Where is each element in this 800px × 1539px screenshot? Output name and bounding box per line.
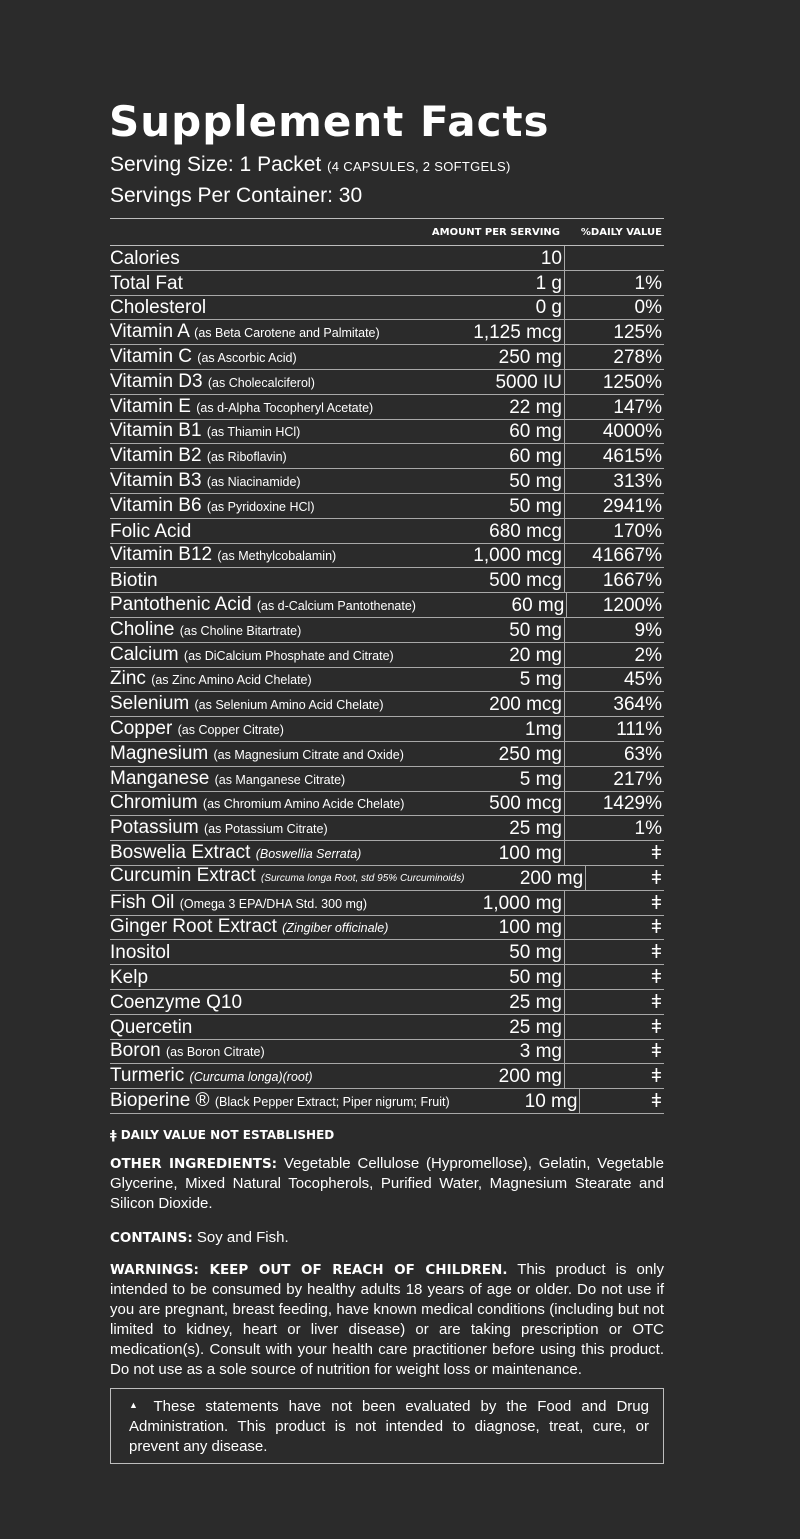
daily-value xyxy=(564,643,664,667)
nutrient-source: (Zingiber officinale) xyxy=(282,921,389,936)
fda-disclaimer xyxy=(110,1388,664,1464)
nutrient-source: (as Manganese Citrate) xyxy=(214,772,346,787)
daily-value xyxy=(564,916,664,940)
table-row xyxy=(110,420,664,445)
table-row xyxy=(110,370,664,395)
nutrient-label: Vitamin B6 xyxy=(110,494,202,516)
daily-value-text: ǂ xyxy=(650,991,662,1013)
daily-value xyxy=(564,494,664,518)
daily-value-text: 125% xyxy=(613,322,662,344)
amount-per-serving: 250 mg xyxy=(498,346,562,368)
nutrient-source: (as Pyridoxine HCl) xyxy=(206,499,315,514)
dv-note: ǂ DAILY VALUE NOT ESTABLISHED xyxy=(110,1127,335,1142)
nutrient-name xyxy=(110,942,410,964)
nutrient-label: Vitamin B1 xyxy=(110,420,202,442)
daily-value xyxy=(564,668,664,692)
daily-value-text: 313% xyxy=(613,470,662,492)
table-row xyxy=(110,593,664,618)
nutrient-name xyxy=(110,693,410,716)
daily-value-text: ǂ xyxy=(650,942,662,964)
daily-value-text: 45% xyxy=(623,669,662,691)
nutrient-label: Manganese xyxy=(110,767,210,789)
nutrient-name xyxy=(110,1090,450,1113)
nutrient-name xyxy=(110,273,410,295)
nutrient-label: Zinc xyxy=(110,668,146,690)
amount-per-serving: 680 mcg xyxy=(489,520,562,542)
amount-per-serving: 50 mg xyxy=(509,619,562,641)
daily-value-text: 4615% xyxy=(602,446,662,468)
daily-value-text: 4000% xyxy=(602,421,662,443)
amount-per-serving: 5000 IU xyxy=(495,371,562,393)
disclaimer-text: These statements have not been evaluated by the Food and Drug Administration. This product is not intended to diagnose, treat, cure, or prevent any disease. xyxy=(129,1397,649,1455)
daily-value-text: 111% xyxy=(616,718,662,740)
facts-table xyxy=(110,246,664,1114)
nutrient-name xyxy=(110,1017,410,1039)
daily-value xyxy=(564,940,664,964)
amount-per-serving: 50 mg xyxy=(509,966,562,988)
amount-per-serving: 10 xyxy=(540,247,562,269)
daily-value xyxy=(564,618,664,642)
nutrient-name xyxy=(110,768,410,791)
nutrient-name xyxy=(110,371,410,394)
nutrient-name xyxy=(110,865,464,890)
amount-header: AMOUNT PER SERVING xyxy=(431,226,560,238)
servings-per-container: Servings Per Container: 30 xyxy=(110,184,363,207)
nutrient-label: Ginger Root Extract xyxy=(110,916,277,938)
amount-per-serving: 200 mcg xyxy=(489,694,562,716)
daily-value-text: 41667% xyxy=(592,545,662,567)
amount-per-serving: 1,125 mcg xyxy=(473,322,562,344)
table-row xyxy=(110,940,664,965)
nutrient-source: (as Copper Citrate) xyxy=(177,722,284,737)
nutrient-label: Copper xyxy=(110,717,173,739)
nutrient-label: Vitamin B12 xyxy=(110,544,213,566)
amount-per-serving: 5 mg xyxy=(519,669,562,691)
amount-per-serving: 200 mg xyxy=(519,867,584,889)
serving-size-detail: (4 CAPSULES, 2 SOFTGELS) xyxy=(327,159,511,174)
nutrient-name xyxy=(110,992,410,1014)
table-row xyxy=(110,320,664,345)
daily-value xyxy=(564,692,664,716)
amount-per-serving: 50 mg xyxy=(509,495,562,517)
nutrient-label: Vitamin C xyxy=(110,345,193,367)
nutrient-label: Biotin xyxy=(110,570,158,592)
facts-table-header xyxy=(110,218,664,246)
daily-value-text: 278% xyxy=(613,346,662,368)
daily-value-text: 217% xyxy=(613,768,662,790)
daily-value xyxy=(564,271,664,295)
table-row xyxy=(110,965,664,990)
table-row xyxy=(110,345,664,370)
nutrient-name xyxy=(110,521,410,543)
table-row xyxy=(110,494,664,519)
nutrient-label: Vitamin D3 xyxy=(110,370,203,392)
table-row xyxy=(110,444,664,469)
nutrient-source: (as Riboflavin) xyxy=(206,450,287,465)
nutrient-name xyxy=(110,644,410,667)
amount-per-serving: 60 mg xyxy=(509,446,562,468)
nutrient-source: (as Zinc Amino Acid Chelate) xyxy=(151,673,312,688)
table-row xyxy=(110,246,664,271)
nutrient-source: (Omega 3 EPA/DHA Std. 300 mg) xyxy=(179,896,368,911)
daily-value-text: ǂ xyxy=(650,1041,662,1063)
nutrient-label: Coenzyme Q10 xyxy=(110,991,243,1013)
daily-value xyxy=(564,767,664,791)
nutrient-name xyxy=(110,346,410,369)
amount-per-serving: 3 mg xyxy=(519,1041,562,1063)
daily-value xyxy=(564,246,664,270)
daily-value xyxy=(564,965,664,989)
nutrient-label: Calories xyxy=(110,247,180,269)
nutrient-label: Pantothenic Acid xyxy=(110,593,252,615)
nutrient-label: Magnesium xyxy=(110,742,209,764)
table-row xyxy=(110,767,664,792)
nutrient-label: Choline xyxy=(110,618,175,640)
daily-value-text: ǂ xyxy=(650,1090,662,1112)
daily-value-text: ǂ xyxy=(650,966,662,988)
daily-value-text: 1% xyxy=(634,818,662,840)
daily-value-text: ǂ xyxy=(650,892,662,914)
daily-value xyxy=(579,1089,664,1113)
daily-value xyxy=(564,469,664,493)
nutrient-name xyxy=(110,297,410,319)
table-row xyxy=(110,891,664,916)
nutrient-label: Kelp xyxy=(110,966,149,988)
table-row xyxy=(110,816,664,841)
daily-value-text: 1250% xyxy=(602,371,662,393)
daily-value xyxy=(564,296,664,320)
table-row xyxy=(110,469,664,494)
amount-per-serving: 10 mg xyxy=(524,1090,578,1112)
nutrient-source: (as d-Alpha Tocopheryl Acetate) xyxy=(196,400,374,415)
amount-per-serving: 25 mg xyxy=(509,991,562,1013)
nutrient-label: Boron xyxy=(110,1040,161,1062)
serving-size-text: Serving Size: 1 Packet xyxy=(110,153,322,176)
daily-value-text: 63% xyxy=(623,743,662,765)
nutrient-label: Vitamin B2 xyxy=(110,445,202,467)
table-row xyxy=(110,668,664,693)
amount-per-serving: 22 mg xyxy=(509,396,562,418)
amount-per-serving: 500 mcg xyxy=(489,793,562,815)
amount-per-serving: 50 mg xyxy=(509,942,562,964)
nutrient-label: Fish Oil xyxy=(110,891,175,913)
daily-value xyxy=(564,1040,664,1064)
amount-per-serving: 25 mg xyxy=(509,818,562,840)
daily-value xyxy=(564,568,664,592)
amount-per-serving: 500 mcg xyxy=(489,570,562,592)
other-ingredients xyxy=(110,1154,664,1214)
nutrient-label: Vitamin A xyxy=(110,321,189,343)
table-row xyxy=(110,866,664,891)
daily-value-text: 1667% xyxy=(602,570,662,592)
nutrient-name xyxy=(110,594,416,617)
table-row xyxy=(110,692,664,717)
nutrient-name xyxy=(110,718,410,741)
table-row xyxy=(110,1064,664,1089)
amount-per-serving: 1,000 mcg xyxy=(473,545,562,567)
table-row xyxy=(110,1015,664,1040)
nutrient-name xyxy=(110,570,410,592)
daily-value xyxy=(564,717,664,741)
daily-value xyxy=(564,519,664,543)
amount-per-serving: 100 mg xyxy=(498,917,562,939)
daily-value-text: ǂ xyxy=(650,1066,662,1088)
daily-value xyxy=(564,742,664,766)
amount-per-serving: 25 mg xyxy=(509,1016,562,1038)
daily-value-text: ǂ xyxy=(650,917,662,939)
table-row xyxy=(110,271,664,296)
daily-value xyxy=(585,866,664,890)
daily-value-text: 364% xyxy=(613,694,662,716)
table-row xyxy=(110,1089,664,1114)
table-row xyxy=(110,916,664,941)
daily-value-text: 147% xyxy=(613,396,662,418)
daily-value-header: %DAILY VALUE xyxy=(580,226,662,238)
nutrient-name xyxy=(110,967,410,989)
nutrient-source: (as Magnesium Citrate and Oxide) xyxy=(213,747,404,762)
triangle-icon: ▲ xyxy=(129,1399,144,1410)
nutrient-label: Boswelia Extract xyxy=(110,841,251,863)
nutrient-source: (as Boron Citrate) xyxy=(165,1045,265,1060)
nutrient-source: (as Choline Bitartrate) xyxy=(179,623,302,638)
warnings xyxy=(110,1260,664,1380)
amount-per-serving: 50 mg xyxy=(509,470,562,492)
amount-per-serving: 200 mg xyxy=(498,1066,562,1088)
amount-per-serving: 20 mg xyxy=(509,644,562,666)
nutrient-name xyxy=(110,892,410,915)
amount-per-serving: 1,000 mg xyxy=(482,892,562,914)
table-row xyxy=(110,296,664,321)
table-row xyxy=(110,990,664,1015)
daily-value-text: ǂ xyxy=(650,1016,662,1038)
nutrient-label: Vitamin E xyxy=(110,395,191,417)
serving-size xyxy=(110,150,664,181)
contains-text: Soy and Fish. xyxy=(196,1228,289,1246)
nutrient-label: Inositol xyxy=(110,942,171,964)
nutrient-source: (as DiCalcium Phosphate and Citrate) xyxy=(183,648,394,663)
daily-value-text: 1429% xyxy=(602,793,662,815)
daily-value xyxy=(564,1015,664,1039)
amount-per-serving: 1 g xyxy=(535,272,562,294)
nutrient-label: Bioperine ® xyxy=(110,1089,210,1111)
contains xyxy=(110,1228,664,1248)
table-row xyxy=(110,395,664,420)
table-row xyxy=(110,544,664,569)
nutrient-name xyxy=(110,248,410,270)
nutrient-name xyxy=(110,321,410,344)
amount-per-serving: 1mg xyxy=(525,718,562,740)
daily-value-text: ǂ xyxy=(650,842,662,864)
nutrient-name xyxy=(110,1065,410,1088)
nutrient-source: (as Chromium Amino Acide Chelate) xyxy=(202,797,405,812)
nutrient-name xyxy=(110,445,410,468)
nutrient-name xyxy=(110,544,410,567)
nutrient-source: (as Potassium Citrate) xyxy=(203,822,328,837)
table-row xyxy=(110,1040,664,1065)
daily-value-text: ǂ xyxy=(650,867,662,889)
nutrient-name xyxy=(110,619,410,642)
nutrient-label: Cholesterol xyxy=(110,297,207,319)
contains-label: CONTAINS: xyxy=(110,1229,193,1246)
table-row xyxy=(110,568,664,593)
nutrient-source: (Boswellia Serrata) xyxy=(255,846,362,861)
table-row xyxy=(110,717,664,742)
amount-per-serving: 5 mg xyxy=(519,768,562,790)
nutrient-name xyxy=(110,916,410,939)
amount-per-serving: 60 mg xyxy=(509,421,562,443)
table-row xyxy=(110,742,664,767)
daily-value xyxy=(564,320,664,344)
table-row xyxy=(110,618,664,643)
nutrient-name xyxy=(110,495,410,518)
nutrient-source: (as Thiamin HCl) xyxy=(206,425,301,440)
daily-value xyxy=(564,444,664,468)
daily-value xyxy=(566,593,664,617)
nutrient-name xyxy=(110,1040,410,1063)
daily-value xyxy=(564,544,664,568)
daily-value-text: 2941% xyxy=(602,495,662,517)
nutrient-label: Chromium xyxy=(110,792,198,814)
nutrient-source: (as Methylcobalamin) xyxy=(217,549,337,564)
amount-per-serving: 60 mg xyxy=(511,594,565,616)
page-title: Supplement Facts xyxy=(109,97,550,146)
daily-value xyxy=(564,1064,664,1088)
nutrient-source: (as Selenium Amino Acid Chelate) xyxy=(194,698,384,713)
nutrient-name xyxy=(110,817,410,840)
nutrient-name xyxy=(110,420,410,443)
nutrient-source: (Black Pepper Extract; Piper nigrum; Fruit) xyxy=(214,1094,450,1109)
daily-value xyxy=(564,395,664,419)
table-row xyxy=(110,643,664,668)
table-row xyxy=(110,792,664,817)
nutrient-name xyxy=(110,792,410,815)
daily-value-text: 170% xyxy=(613,520,662,542)
nutrient-label: Curcumin Extract xyxy=(110,864,256,886)
daily-value-text: 0% xyxy=(634,297,662,319)
amount-per-serving: 250 mg xyxy=(498,743,562,765)
daily-value xyxy=(564,370,664,394)
other-ingredients-text: Vegetable Cellulose (Hypromellose), Gelatin, Vegetable Glycerine, Mixed Natural Tocopherols, Purified Water, Magnesium Stearate and Silicon Dioxide. xyxy=(110,1154,664,1212)
nutrient-name xyxy=(110,470,410,493)
nutrient-source: (as Ascorbic Acid) xyxy=(197,350,297,365)
nutrient-label: Total Fat xyxy=(110,272,183,294)
daily-value xyxy=(564,841,664,865)
warnings-label: WARNINGS: KEEP OUT OF REACH OF CHILDREN. xyxy=(110,1261,508,1278)
table-row xyxy=(110,519,664,544)
nutrient-source: (as Beta Carotene and Palmitate) xyxy=(194,326,380,341)
daily-value xyxy=(564,990,664,1014)
warnings-text: This product is only intended to be consumed by healthy adults 18 years of age or older. Do not use if you are pregnant, breast feeding, have known medical conditions (including but not limited to kidney, heart or liver disease) or are taking prescription or OTC medication(s). Consult with your health care practitioner before using this product. Do not use as a sole source of nutrition for weight loss or maintenance. xyxy=(110,1260,664,1378)
table-row xyxy=(110,841,664,866)
nutrient-source: (as d-Calcium Pantothenate) xyxy=(256,598,416,613)
nutrient-label: Quercetin xyxy=(110,1016,193,1038)
daily-value xyxy=(564,420,664,444)
nutrient-source: (Curcuma longa)(root) xyxy=(189,1070,313,1085)
nutrient-label: Selenium xyxy=(110,693,190,715)
nutrient-name xyxy=(110,743,410,766)
daily-value-text: 1200% xyxy=(602,594,662,616)
nutrient-label: Turmeric xyxy=(110,1065,185,1087)
nutrient-label: Potassium xyxy=(110,817,199,839)
nutrient-name xyxy=(110,668,410,691)
amount-per-serving: 100 mg xyxy=(498,842,562,864)
nutrient-label: Folic Acid xyxy=(110,520,192,542)
nutrient-label: Calcium xyxy=(110,643,179,665)
daily-value-text: 2% xyxy=(634,644,662,666)
nutrient-source: (as Cholecalciferol) xyxy=(207,375,315,390)
amount-per-serving: 0 g xyxy=(535,297,562,319)
daily-value xyxy=(564,816,664,840)
nutrient-source: (as Niacinamide) xyxy=(206,474,301,489)
supplement-facts-panel xyxy=(110,98,664,1464)
nutrient-label: Vitamin B3 xyxy=(110,469,202,491)
nutrient-name xyxy=(110,396,410,419)
daily-value xyxy=(564,792,664,816)
nutrient-name xyxy=(110,842,410,865)
daily-value xyxy=(564,345,664,369)
daily-value xyxy=(564,891,664,915)
nutrient-source: (Surcuma longa Root, std 95% Curcuminoids) xyxy=(260,872,465,884)
daily-value-text: 1% xyxy=(634,272,662,294)
daily-value-text: 9% xyxy=(634,619,662,641)
other-ingredients-label: OTHER INGREDIENTS: xyxy=(110,1155,278,1172)
